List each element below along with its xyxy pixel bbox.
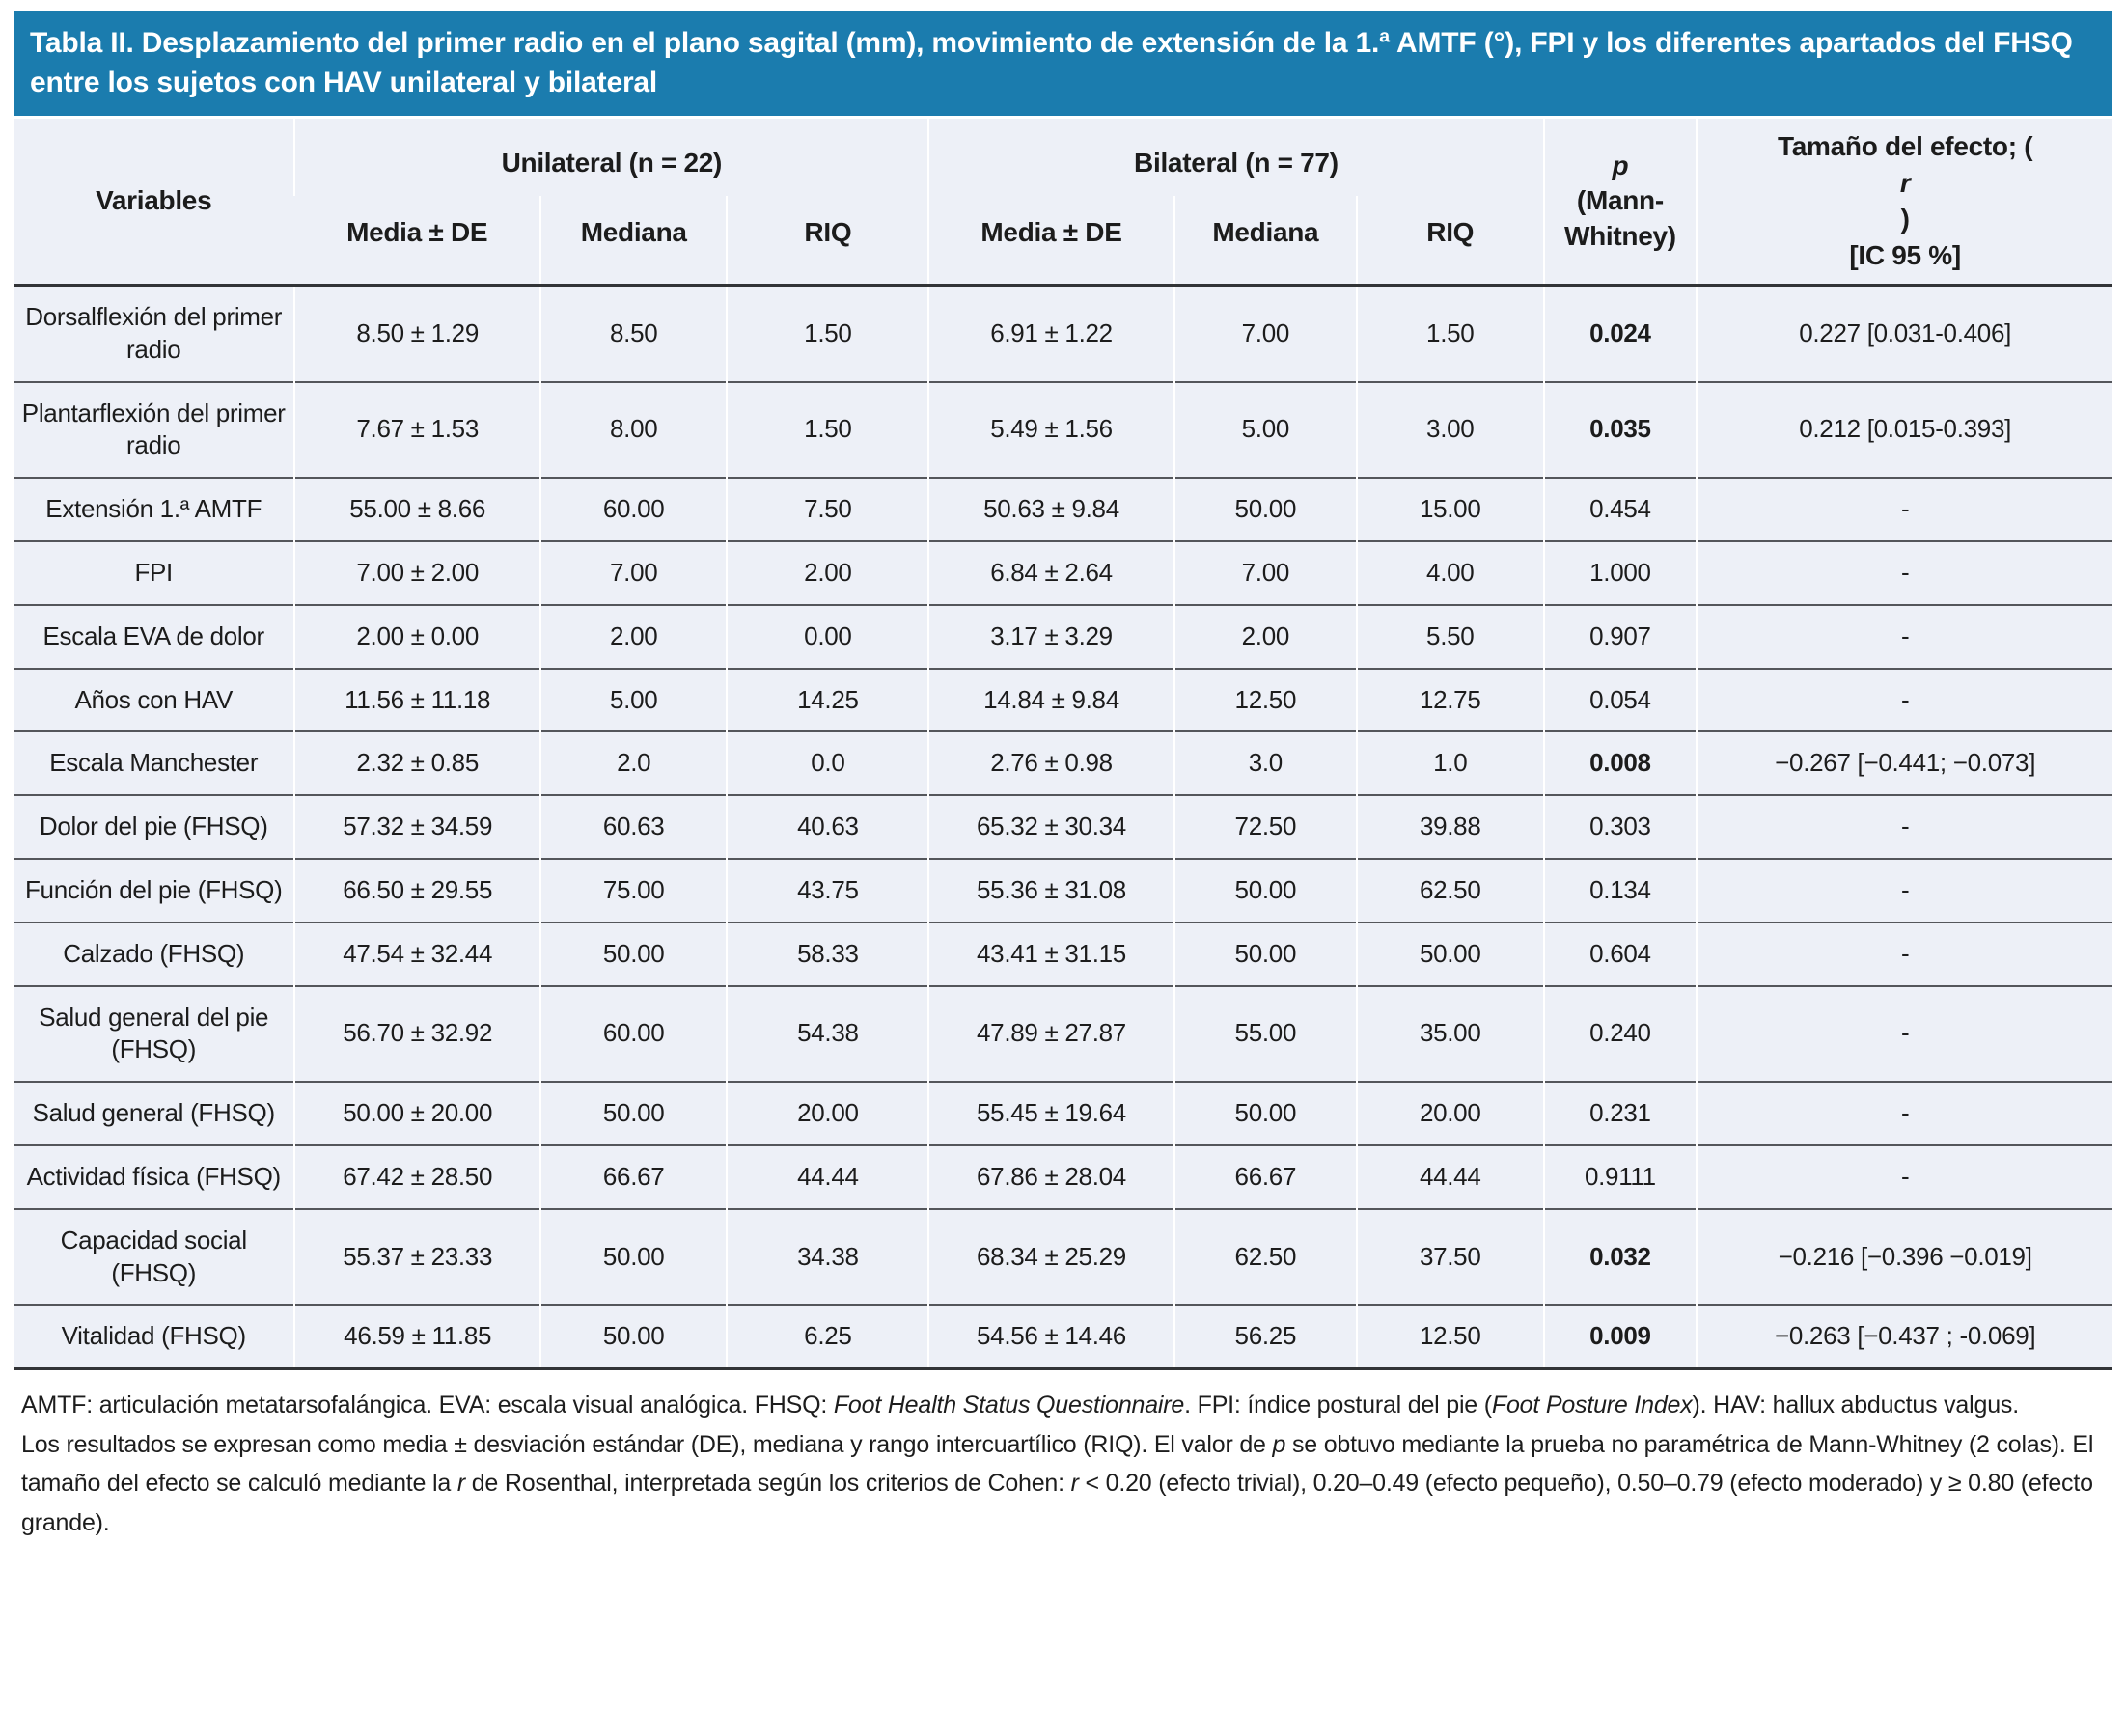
table-row (14, 795, 2112, 859)
value-cell: 65.32 ± 30.34 (928, 795, 1173, 859)
value-cell: 50.00 (540, 1305, 728, 1368)
table-row (14, 541, 2112, 605)
value-cell: 47.54 ± 32.44 (294, 923, 539, 986)
value-cell: 6.25 (727, 1305, 928, 1368)
value-cell: 6.91 ± 1.22 (928, 285, 1173, 381)
effect-size-cell: - (1697, 669, 2112, 732)
value-cell: 37.50 (1357, 1209, 1544, 1306)
value-cell: 14.84 ± 9.84 (928, 669, 1173, 732)
value-cell: 11.56 ± 11.18 (294, 669, 539, 732)
row-label: Dolor del pie (FHSQ) (14, 795, 294, 859)
effect-size-cell: - (1697, 795, 2112, 859)
value-cell: 39.88 (1357, 795, 1544, 859)
value-cell: 50.00 ± 20.00 (294, 1082, 539, 1145)
p-value-cell: 0.054 (1544, 669, 1698, 732)
column-header-p-mann-whitney (1544, 119, 1698, 286)
row-label: Dorsalflexión del primer radio (14, 285, 294, 381)
value-cell: 7.00 (1174, 541, 1357, 605)
effect-size-cell: - (1697, 1082, 2112, 1145)
row-label: Plantarflexión del primer radio (14, 382, 294, 479)
column-header-variables: Variables (14, 119, 294, 286)
value-cell: 1.50 (1357, 285, 1544, 381)
effect-header-line2: [IC 95 %] (1849, 240, 1961, 271)
value-cell: 60.00 (540, 478, 728, 541)
value-cell: 55.37 ± 23.33 (294, 1209, 539, 1306)
effect-size-cell: - (1697, 541, 2112, 605)
table-row (14, 285, 2112, 381)
p-value-cell: 0.907 (1544, 605, 1698, 669)
row-label: Años con HAV (14, 669, 294, 732)
row-label: Salud general del pie (FHSQ) (14, 986, 294, 1083)
column-header-effect-size (1697, 119, 2112, 286)
effect-size-cell: 0.227 [0.031-0.406] (1697, 285, 2112, 381)
value-cell: 3.00 (1357, 382, 1544, 479)
p-value-cell: 0.024 (1544, 285, 1698, 381)
value-cell: 58.33 (727, 923, 928, 986)
table-row (14, 1305, 2112, 1368)
p-value-cell: 0.604 (1544, 923, 1698, 986)
value-cell: 60.63 (540, 795, 728, 859)
value-cell: 72.50 (1174, 795, 1357, 859)
value-cell: 66.67 (1174, 1145, 1357, 1209)
value-cell: 4.00 (1357, 541, 1544, 605)
table-title: Tabla II. Desplazamiento del primer radio en el plano sagital (mm), movimiento de extensión de la 1.ª AMTF (°), FPI y los diferentes apartados del FHSQ entre los sujetos con HAV unilateral y bilateral (14, 11, 2112, 116)
value-cell: 7.67 ± 1.53 (294, 382, 539, 479)
value-cell: 7.00 ± 2.00 (294, 541, 539, 605)
value-cell: 75.00 (540, 859, 728, 923)
table-row (14, 1209, 2112, 1306)
value-cell: 62.50 (1357, 859, 1544, 923)
table-body (14, 285, 2112, 1368)
effect-size-cell: - (1697, 923, 2112, 986)
value-cell: 15.00 (1357, 478, 1544, 541)
value-cell: 50.00 (1174, 1082, 1357, 1145)
p-value-cell: 0.009 (1544, 1305, 1698, 1368)
value-cell: 20.00 (727, 1082, 928, 1145)
value-cell: 67.42 ± 28.50 (294, 1145, 539, 1209)
p-value-cell: 0.035 (1544, 382, 1698, 479)
row-label: Actividad física (FHSQ) (14, 1145, 294, 1209)
value-cell: 46.59 ± 11.85 (294, 1305, 539, 1368)
table-row (14, 923, 2112, 986)
column-group-unilateral: Unilateral (n = 22) (294, 119, 928, 196)
p-value-cell: 0.240 (1544, 986, 1698, 1083)
footnote-methods: Los resultados se expresan como media ± desviación estándar (DE), mediana y rango intercuartílico (RIQ). El valor de p se obtuvo mediante la prueba no paramétrica de Mann-Whitney (2 colas). El tamaño del efecto se calculó mediante la r de Rosenthal, interpretada según los criterios de Cohen: r < 0.20 (efecto trivial), 0.20–0.49 (efecto pequeño), 0.50–0.79 (efecto moderado) y ≥ 0.80 (efecto grande). (21, 1430, 2094, 1536)
value-cell: 66.50 ± 29.55 (294, 859, 539, 923)
value-cell: 0.00 (727, 605, 928, 669)
p-symbol: p (1612, 150, 1629, 180)
row-label: Capacidad social (FHSQ) (14, 1209, 294, 1306)
value-cell: 3.17 ± 3.29 (928, 605, 1173, 669)
value-cell: 7.00 (1174, 285, 1357, 381)
value-cell: 56.70 ± 32.92 (294, 986, 539, 1083)
effect-size-cell: 0.212 [0.015-0.393] (1697, 382, 2112, 479)
table-header (14, 119, 2112, 286)
value-cell: 1.50 (727, 285, 928, 381)
value-cell: 40.63 (727, 795, 928, 859)
table-row (14, 382, 2112, 479)
value-cell: 5.50 (1357, 605, 1544, 669)
value-cell: 8.50 ± 1.29 (294, 285, 539, 381)
value-cell: 66.67 (540, 1145, 728, 1209)
value-cell: 6.84 ± 2.64 (928, 541, 1173, 605)
effect-size-cell: −0.267 [−0.441; −0.073] (1697, 731, 2112, 795)
row-label: Escala EVA de dolor (14, 605, 294, 669)
value-cell: 5.49 ± 1.56 (928, 382, 1173, 479)
p-value-cell: 1.000 (1544, 541, 1698, 605)
p-header-line3: Whitney) (1563, 220, 1676, 251)
column-header-media-de-bilateral: Media ± DE (928, 196, 1173, 286)
p-value-cell: 0.9111 (1544, 1145, 1698, 1209)
table-row (14, 1145, 2112, 1209)
value-cell: 56.25 (1174, 1305, 1357, 1368)
value-cell: 50.00 (1174, 923, 1357, 986)
value-cell: 1.0 (1357, 731, 1544, 795)
effect-size-cell: - (1697, 478, 2112, 541)
value-cell: 55.36 ± 31.08 (928, 859, 1173, 923)
value-cell: 12.75 (1357, 669, 1544, 732)
value-cell: 55.45 ± 19.64 (928, 1082, 1173, 1145)
value-cell: 34.38 (727, 1209, 928, 1306)
value-cell: 54.56 ± 14.46 (928, 1305, 1173, 1368)
p-header-line2: (Mann- (1576, 185, 1664, 216)
column-header-media-de-unilateral: Media ± DE (294, 196, 539, 286)
row-label: Extensión 1.ª AMTF (14, 478, 294, 541)
value-cell: 2.76 ± 0.98 (928, 731, 1173, 795)
p-value-cell: 0.008 (1544, 731, 1698, 795)
value-cell: 44.44 (1357, 1145, 1544, 1209)
row-label: Calzado (FHSQ) (14, 923, 294, 986)
value-cell: 55.00 ± 8.66 (294, 478, 539, 541)
table-footnotes (14, 1386, 2112, 1542)
effect-header-line1: Tamaño del efecto; ( r ) (1778, 130, 2033, 234)
value-cell: 8.50 (540, 285, 728, 381)
value-cell: 44.44 (727, 1145, 928, 1209)
effect-size-cell: −0.216 [−0.396 −0.019] (1697, 1209, 2112, 1306)
table-row (14, 478, 2112, 541)
value-cell: 2.00 (727, 541, 928, 605)
value-cell: 20.00 (1357, 1082, 1544, 1145)
value-cell: 47.89 ± 27.87 (928, 986, 1173, 1083)
column-header-riq-bilateral: RIQ (1357, 196, 1544, 286)
table-row (14, 1082, 2112, 1145)
value-cell: 14.25 (727, 669, 928, 732)
p-value-cell: 0.303 (1544, 795, 1698, 859)
value-cell: 60.00 (540, 986, 728, 1083)
p-value-cell: 0.454 (1544, 478, 1698, 541)
value-cell: 50.00 (1174, 478, 1357, 541)
value-cell: 55.00 (1174, 986, 1357, 1083)
value-cell: 2.0 (540, 731, 728, 795)
value-cell: 50.00 (540, 1209, 728, 1306)
value-cell: 62.50 (1174, 1209, 1357, 1306)
effect-size-cell: −0.263 [−0.437 ; -0.069] (1697, 1305, 2112, 1368)
value-cell: 5.00 (1174, 382, 1357, 479)
value-cell: 12.50 (1357, 1305, 1544, 1368)
effect-size-cell: - (1697, 986, 2112, 1083)
value-cell: 2.00 (540, 605, 728, 669)
value-cell: 50.00 (540, 1082, 728, 1145)
value-cell: 50.00 (1357, 923, 1544, 986)
value-cell: 7.00 (540, 541, 728, 605)
p-value-cell: 0.231 (1544, 1082, 1698, 1145)
table-row (14, 859, 2112, 923)
column-header-mediana-unilateral: Mediana (540, 196, 728, 286)
value-cell: 50.63 ± 9.84 (928, 478, 1173, 541)
value-cell: 2.00 (1174, 605, 1357, 669)
footnote-abbreviations: AMTF: articulación metatarsofalángica. EVA: escala visual analógica. FHSQ: Foot Health Status Questionnaire. FPI: índice postural del pie (Foot Posture Index). HAV: hallux abductus valgus. (21, 1392, 2019, 1419)
value-cell: 1.50 (727, 382, 928, 479)
table-row (14, 986, 2112, 1083)
value-cell: 2.32 ± 0.85 (294, 731, 539, 795)
effect-size-cell: - (1697, 859, 2112, 923)
row-label: Función del pie (FHSQ) (14, 859, 294, 923)
effect-size-cell: - (1697, 1145, 2112, 1209)
table-row (14, 605, 2112, 669)
p-value-cell: 0.134 (1544, 859, 1698, 923)
value-cell: 35.00 (1357, 986, 1544, 1083)
value-cell: 7.50 (727, 478, 928, 541)
value-cell: 8.00 (540, 382, 728, 479)
header-group-row (14, 119, 2112, 196)
value-cell: 50.00 (1174, 859, 1357, 923)
row-label: Salud general (FHSQ) (14, 1082, 294, 1145)
column-header-mediana-bilateral: Mediana (1174, 196, 1357, 286)
value-cell: 5.00 (540, 669, 728, 732)
column-header-riq-unilateral: RIQ (727, 196, 928, 286)
value-cell: 54.38 (727, 986, 928, 1083)
value-cell: 57.32 ± 34.59 (294, 795, 539, 859)
value-cell: 43.41 ± 31.15 (928, 923, 1173, 986)
effect-size-cell: - (1697, 605, 2112, 669)
value-cell: 67.86 ± 28.04 (928, 1145, 1173, 1209)
row-label: FPI (14, 541, 294, 605)
row-label: Escala Manchester (14, 731, 294, 795)
row-label: Vitalidad (FHSQ) (14, 1305, 294, 1368)
table-row (14, 731, 2112, 795)
value-cell: 2.00 ± 0.00 (294, 605, 539, 669)
value-cell: 68.34 ± 25.29 (928, 1209, 1173, 1306)
value-cell: 12.50 (1174, 669, 1357, 732)
table-row (14, 669, 2112, 732)
value-cell: 50.00 (540, 923, 728, 986)
value-cell: 3.0 (1174, 731, 1357, 795)
data-table (14, 119, 2112, 1370)
value-cell: 43.75 (727, 859, 928, 923)
column-group-bilateral: Bilateral (n = 77) (928, 119, 1543, 196)
value-cell: 0.0 (727, 731, 928, 795)
p-value-cell: 0.032 (1544, 1209, 1698, 1306)
